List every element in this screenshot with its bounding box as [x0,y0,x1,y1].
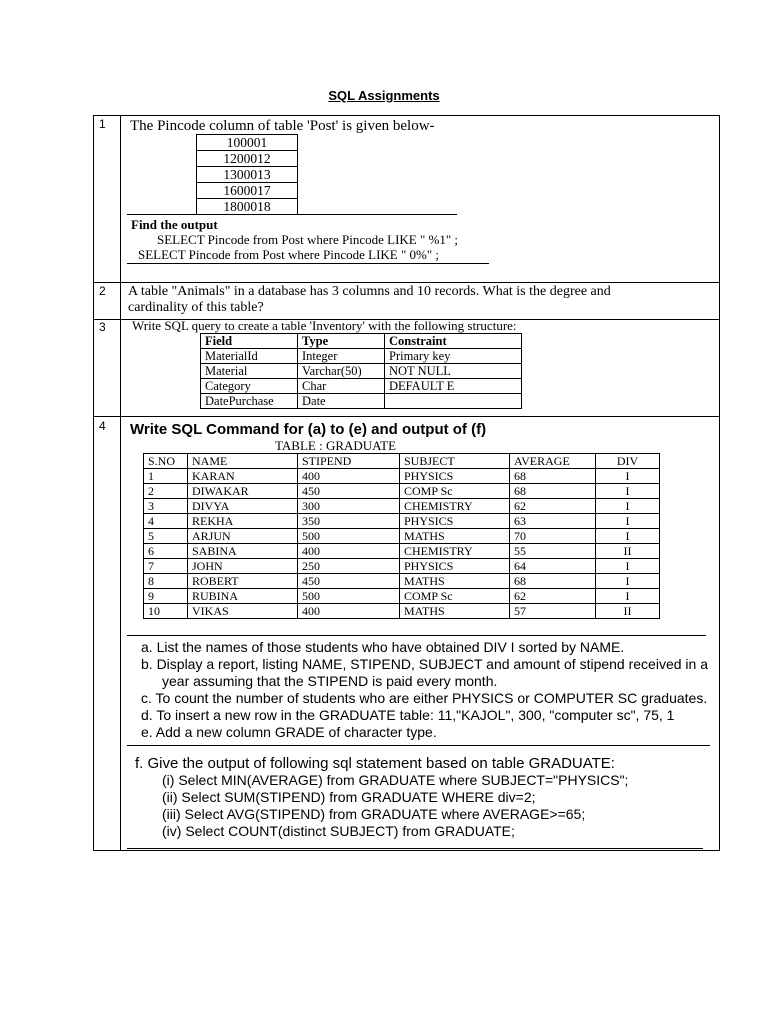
question-number-2: 2 [99,284,106,298]
question-number-1: 1 [99,117,106,131]
pincode-table [196,134,298,215]
table-cell: REKHA [188,514,298,529]
table-cell: Char [298,379,385,394]
table-row [144,574,660,589]
question-number-4: 4 [99,419,106,433]
header-cell: AVERAGE [510,454,596,469]
table-row [197,199,298,215]
table-cell: DEFAULT E [385,379,522,394]
table-row [144,604,660,619]
q3-text: Write SQL query to create a table 'Inventory' with the following structure: [132,318,517,333]
q2-line-1: A table "Animals" in a database has 3 columns and 10 records. What is the degree and [128,284,611,299]
table-cell: DIVYA [188,499,298,514]
table-header-row [144,454,660,469]
header-cell: Type [298,334,385,349]
inventory-structure-table [200,333,522,409]
table-cell: 10 [144,604,188,619]
table-cell: CHEMISTRY [400,499,510,514]
pincode-cell: 1600017 [197,183,298,199]
table-cell: VIKAS [188,604,298,619]
table-row [144,589,660,604]
table-row [144,499,660,514]
table-cell: 2 [144,484,188,499]
q1-find-label: Find the output [131,217,218,232]
q1-bottom-line [127,263,489,264]
header-cell: Field [201,334,298,349]
q4-part-e: e. Add a new column GRADE of character type. [141,724,437,740]
graduate-table-body [144,454,660,619]
q4-part-f-item-3: (iii) Select AVG(STIPEND) from GRADUATE where AVERAGE>=65; [162,806,586,822]
table-row [197,167,298,183]
q4-part-f-item-2: (ii) Select SUM(STIPEND) from GRADUATE WHERE div=2; [162,789,536,805]
pincode-cell: 1800018 [197,199,298,215]
table-row [197,183,298,199]
page-title: SQL Assignments [328,88,440,103]
table-cell: 400 [298,544,400,559]
table-cell: 68 [510,484,596,499]
table-cell: 500 [298,589,400,604]
table-cell: NOT NULL [385,364,522,379]
table-cell: COMP Sc [400,484,510,499]
q4-part-d: d. To insert a new row in the GRADUATE table: 11,"KAJOL", 300, "computer sc", 75, 1 [141,707,675,723]
table-cell: 450 [298,484,400,499]
row-divider-1-2 [93,282,720,283]
table-cell: 62 [510,499,596,514]
table-row [144,469,660,484]
table-row [144,484,660,499]
table-row [197,151,298,167]
q4-part-c: c. To count the number of students who are either PHYSICS or COMPUTER SC graduates. [141,690,708,706]
table-cell: Material [201,364,298,379]
table-row [144,514,660,529]
table-cell: 57 [510,604,596,619]
table-cell: KARAN [188,469,298,484]
table-cell: I [596,559,660,574]
table-row [144,529,660,544]
table-cell: CHEMISTRY [400,544,510,559]
table-cell: RUBINA [188,589,298,604]
table-row [144,544,660,559]
table-cell: PHYSICS [400,514,510,529]
table-cell: 63 [510,514,596,529]
table-header-row [201,334,522,349]
table-cell: I [596,514,660,529]
table-cell: DatePurchase [201,394,298,409]
table-cell: 450 [298,574,400,589]
table-cell: I [596,589,660,604]
q4-part-a: a. List the names of those students who have obtained DIV I sorted by NAME. [141,639,625,655]
table-cell: MaterialId [201,349,298,364]
table-cell: 3 [144,499,188,514]
q4-part-b-line-2: year assuming that the STIPEND is paid every month. [162,673,498,689]
table-cell: 500 [298,529,400,544]
table-cell: DIWAKAR [188,484,298,499]
table-row [201,364,522,379]
table-cell: MATHS [400,574,510,589]
header-cell: STIPEND [298,454,400,469]
table-cell: 8 [144,574,188,589]
q4-bottom-line [127,848,703,849]
table-cell: 6 [144,544,188,559]
table-cell: MATHS [400,604,510,619]
q4-part-f-item-4: (iv) Select COUNT(distinct SUBJECT) from GRADUATE; [162,823,515,839]
graduate-table-title: TABLE : GRADUATE [275,438,397,453]
q1-query-2: SELECT Pincode from Post where Pincode LIKE " 0%" ; [138,247,440,262]
table-cell: 68 [510,574,596,589]
table-cell: 70 [510,529,596,544]
table-cell: 55 [510,544,596,559]
table-cell: I [596,529,660,544]
table-cell [385,394,522,409]
table-cell: COMP Sc [400,589,510,604]
table-cell: 68 [510,469,596,484]
header-cell: NAME [188,454,298,469]
header-cell: DIV [596,454,660,469]
table-cell: ROBERT [188,574,298,589]
table-cell: 400 [298,469,400,484]
table-cell: Date [298,394,385,409]
pincode-cell: 1300013 [197,167,298,183]
table-cell: Integer [298,349,385,364]
table-cell: I [596,484,660,499]
row-divider-3-4 [93,416,720,417]
question-number-3: 3 [99,320,106,334]
table-cell: Varchar(50) [298,364,385,379]
q1-query-1: SELECT Pincode from Post where Pincode LIKE " %1" ; [157,232,459,247]
q4-parts-separator [127,745,710,746]
table-cell: II [596,544,660,559]
table-cell: MATHS [400,529,510,544]
table-cell: I [596,469,660,484]
table-cell: II [596,604,660,619]
q4-part-b-line-1: b. Display a report, listing NAME, STIPEND, SUBJECT and amount of stipend received in a [141,656,708,672]
graduate-table [143,453,660,619]
table-cell: 5 [144,529,188,544]
header-cell: Constraint [385,334,522,349]
table-cell: 7 [144,559,188,574]
q1-underline [127,214,457,215]
pincode-cell: 100001 [197,135,298,151]
header-cell: SUBJECT [400,454,510,469]
table-cell: 400 [298,604,400,619]
table-row [144,559,660,574]
table-cell: JOHN [188,559,298,574]
table-row [197,135,298,151]
header-cell: S.NO [144,454,188,469]
q4-part-f-item-1: (i) Select MIN(AVERAGE) from GRADUATE where SUBJECT="PHYSICS"; [162,772,629,788]
table-cell: I [596,574,660,589]
table-cell: Category [201,379,298,394]
number-column-divider [120,115,121,851]
table-cell: PHYSICS [400,559,510,574]
q4-part-f-intro: f. Give the output of following sql statement based on table GRADUATE: [135,755,615,772]
table-cell: SABINA [188,544,298,559]
q4-table-separator [127,635,706,636]
q1-text: The Pincode column of table 'Post' is given below- [130,118,435,134]
table-cell: PHYSICS [400,469,510,484]
pincode-cell: 1200012 [197,151,298,167]
table-cell: 62 [510,589,596,604]
table-row [201,394,522,409]
table-row [201,379,522,394]
table-cell: I [596,499,660,514]
q4-heading: Write SQL Command for (a) to (e) and output of (f) [130,421,487,438]
table-cell: 1 [144,469,188,484]
table-cell: 9 [144,589,188,604]
table-cell: 300 [298,499,400,514]
table-cell: 64 [510,559,596,574]
table-cell: 350 [298,514,400,529]
table-cell: 4 [144,514,188,529]
table-cell: 250 [298,559,400,574]
q2-line-2: cardinality of this table? [128,300,264,315]
table-row [201,349,522,364]
table-cell: ARJUN [188,529,298,544]
table-cell: Primary key [385,349,522,364]
